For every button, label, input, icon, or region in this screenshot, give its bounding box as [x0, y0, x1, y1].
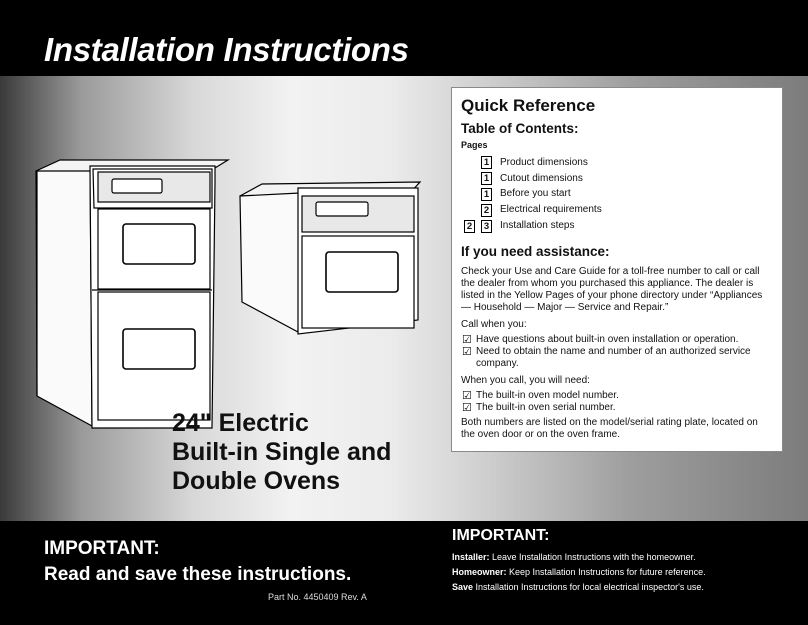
toc-row[interactable]: [461, 218, 773, 234]
quick-reference-title: Quick Reference: [461, 96, 596, 115]
hero-panel: [0, 76, 808, 521]
footer-bar: [0, 521, 808, 625]
checklist-item: [461, 346, 773, 370]
checklist-item: [461, 334, 773, 346]
toc-label: Installation steps: [500, 220, 575, 232]
product-title-line: Built-in Single and: [172, 438, 392, 466]
page-number: 1: [481, 156, 492, 169]
checkbox-checked-icon: ☑: [462, 345, 472, 358]
page-number: 2: [481, 204, 492, 217]
toc-label: Before you start: [500, 188, 571, 200]
toc-title: Table of Contents:: [461, 121, 579, 136]
checkbox-checked-icon: ☑: [462, 401, 472, 414]
checklist-text: The built-in oven model number.: [476, 389, 619, 401]
call-when-label: Call when you:: [461, 318, 527, 330]
checkbox-checked-icon: ☑: [462, 333, 472, 346]
note-text: Leave Installation Instructions with the homeowner.: [489, 552, 696, 562]
page-number: 1: [481, 172, 492, 185]
page-title: Installation Instructions: [44, 31, 409, 68]
important-right-heading: IMPORTANT:: [452, 527, 550, 544]
toc-label: Electrical requirements: [500, 204, 602, 216]
product-title-line: 24" Electric: [172, 409, 309, 437]
toc-row[interactable]: [461, 171, 773, 187]
footer-note: [452, 581, 704, 593]
footnote: Both numbers are listed on the model/serial rating plate, located on the oven door or on the oven frame.: [461, 416, 758, 440]
note-text: Installation Instructions for local electrical inspector's use.: [473, 582, 704, 592]
footer-note: [452, 566, 706, 578]
note-text: Keep Installation Instructions for future reference.: [506, 567, 706, 577]
checklist-text: Need to obtain the name and number of an authorized service company.: [476, 345, 751, 369]
quick-reference-box: [451, 87, 783, 452]
note-role: Save: [452, 582, 474, 592]
checklist-item: [461, 390, 773, 402]
toc-row[interactable]: [461, 202, 773, 218]
part-number: Part No. 4450409 Rev. A: [268, 592, 367, 602]
single-oven-drawing: [240, 182, 420, 334]
page-number: 3: [481, 220, 492, 233]
toc-label: Cutout dimensions: [500, 172, 583, 184]
header-bar: [0, 0, 808, 76]
note-role: Homeowner:: [452, 567, 507, 577]
footer-note: [452, 551, 696, 563]
checklist-item: [461, 402, 773, 414]
pages-label: Pages: [461, 140, 488, 150]
toc-label: Product dimensions: [500, 156, 588, 168]
product-title-line: Double Ovens: [172, 467, 341, 495]
important-left-heading: IMPORTANT:: [44, 538, 160, 559]
when-call-label: When you call, you will need:: [461, 374, 590, 386]
assistance-text: Check your Use and Care Guide for a toll-free number to call or call the dealer from whom you purchased this appliance. The dealer is listed in the Yellow Pages of your phone directory under “Appliances — Household — Major — Service and Repair.”: [461, 265, 763, 313]
assistance-title: If you need assistance:: [461, 243, 610, 259]
checklist-text: Have questions about built-in oven installation or operation.: [476, 333, 739, 345]
double-oven-drawing: [36, 160, 228, 428]
toc-row[interactable]: [461, 155, 773, 171]
checkbox-checked-icon: ☑: [462, 389, 472, 402]
read-save-text: Read and save these instructions.: [44, 564, 352, 585]
page-number: 1: [481, 188, 492, 201]
toc-row[interactable]: [461, 187, 773, 203]
page-number: 2: [464, 220, 475, 233]
note-role: Installer:: [452, 552, 490, 562]
checklist-text: The built-in oven serial number.: [476, 401, 616, 413]
product-title: [172, 409, 391, 496]
